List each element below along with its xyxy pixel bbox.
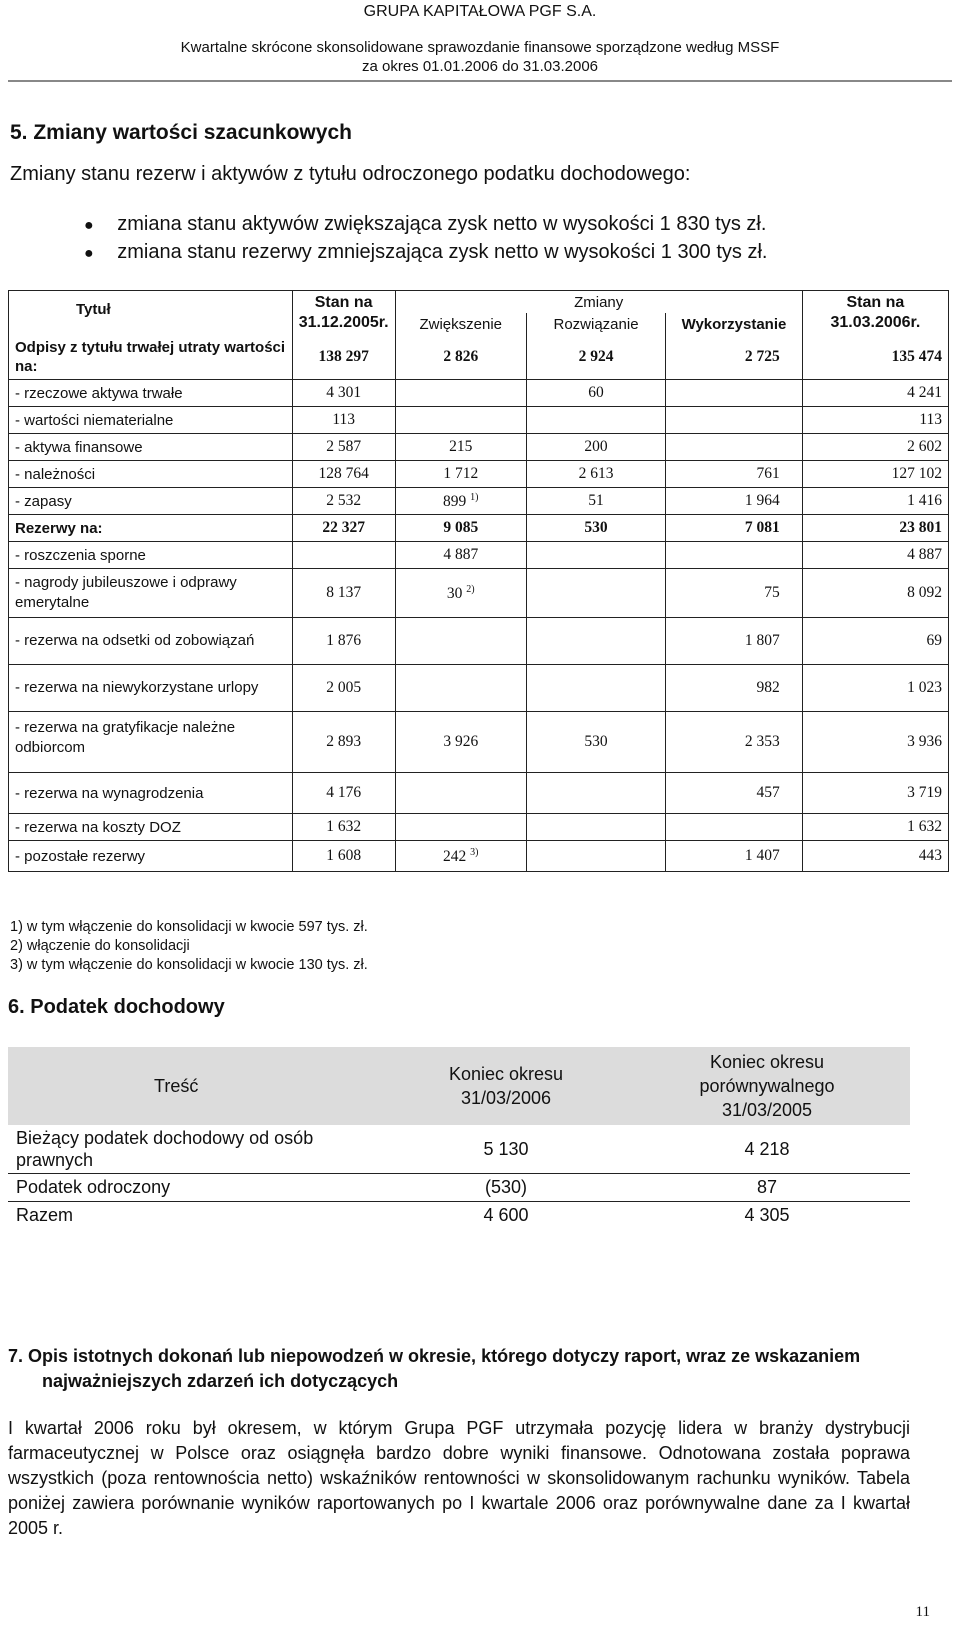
section-5-intro: Zmiany stanu rezerw i aktywów z tytułu odroczonego podatku dochodowego: <box>10 163 691 185</box>
cell-start: 4 301 <box>292 380 395 407</box>
table-row <box>9 814 949 841</box>
cell-release <box>526 773 665 814</box>
table-row <box>9 407 949 434</box>
cell-end: 23 801 <box>802 515 948 542</box>
cell-increase <box>395 618 526 665</box>
cell-usage <box>666 380 803 407</box>
header-usage: Wykorzystanie <box>666 313 803 335</box>
header-title: Treść <box>154 1075 199 1096</box>
cell-current: 5 130 <box>483 1138 529 1159</box>
table-row <box>9 773 949 814</box>
cell-release <box>526 618 665 665</box>
cell-increase: 9 085 <box>395 515 526 542</box>
row-label: - rzeczowe aktywa trwałe <box>9 380 293 407</box>
bullet-icon: ● <box>84 245 94 262</box>
cell-start: 1 876 <box>292 618 395 665</box>
footnote-ref: 2) <box>466 583 475 595</box>
table-row <box>9 712 949 773</box>
cell-start: 2 005 <box>292 665 395 712</box>
cell-increase <box>395 488 526 515</box>
table-row <box>9 380 949 407</box>
cell-increase <box>395 665 526 712</box>
cell-end: 3 719 <box>802 773 948 814</box>
cell-current: 4 600 <box>483 1204 529 1225</box>
cell-end: 1 632 <box>802 814 948 841</box>
cell-end: 1 023 <box>802 665 948 712</box>
cell-usage: 7 081 <box>666 515 803 542</box>
table-row <box>8 1125 910 1173</box>
cell-increase: 3 926 <box>395 712 526 773</box>
cell-comparative: 87 <box>756 1176 778 1197</box>
cell-comparative: 4 218 <box>744 1138 790 1159</box>
company-name: GRUPA KAPITAŁOWA PGF S.A. <box>363 3 597 20</box>
bullet-item <box>84 213 766 236</box>
footnote: 2) włączenie do konsolidacji <box>10 938 190 954</box>
cell-release: 530 <box>526 515 665 542</box>
section-7-paragraph: I kwartał 2006 roku był okresem, w którym Grupa PGF utrzymała pozycję lidera w branży dystrybucji farmaceutycznej w Polsce oraz osiągnęła bardzo dobre wyniki finansowe. Odnotowana została poprawa wszystkich (poza rentownościa netto) wskaźników rentowności w skonsolidowanym rachunku wyników. Tabela poniżej zawiera porównanie wyników raportowanych po I kwartale 2006 oraz porównywalne dane za I kwartał 2005 r. <box>8 1418 910 1538</box>
cell-release <box>526 841 665 872</box>
cell-end: 8 092 <box>802 569 948 618</box>
cell-start: 4 176 <box>292 773 395 814</box>
cell-end: 1 416 <box>802 488 948 515</box>
table-row <box>9 665 949 712</box>
cell-usage: 1 964 <box>666 488 803 515</box>
report-period: za okres 01.01.2006 do 31.03.2006 <box>361 58 599 75</box>
row-label: - aktywa finansowe <box>9 434 293 461</box>
section-7-title: 7. Opis istotnych dokonań lub niepowodzeń w okresie, którego dotyczy raport, wraz ze wskazaniem najważniejszych zdarzeń ich dotyczących <box>8 1346 861 1391</box>
row-label: Rezerwy na: <box>9 515 293 542</box>
row-label: - rezerwa na gratyfikacje należne odbiorcom <box>9 712 293 773</box>
cell-end: 2 602 <box>802 434 948 461</box>
cell-increase <box>395 380 526 407</box>
footnote-ref: 1) <box>470 491 479 503</box>
cell-start: 2 893 <box>292 712 395 773</box>
cell-usage: 1 807 <box>666 618 803 665</box>
header-release: Rozwiązanie <box>526 313 665 335</box>
header-end: Stan na 31.03.2006r. <box>802 291 948 336</box>
cell-start: 113 <box>292 407 395 434</box>
footnote-ref: 3) <box>470 846 479 858</box>
row-label: - roszczenia sporne <box>9 542 293 569</box>
row-label: - nagrody jubileuszowe i odprawy emerytalne <box>9 569 293 618</box>
header-title: Tytuł <box>9 291 293 336</box>
cell-release <box>526 814 665 841</box>
table-row <box>9 542 949 569</box>
header-current: Koniec okresu 31/03/2006 <box>448 1064 564 1108</box>
footnote: 1) w tym włączenie do konsolidacji w kwocie 597 tys. zł. <box>10 919 368 935</box>
row-label: Podatek odroczony <box>16 1176 171 1197</box>
cell-usage: 761 <box>666 461 803 488</box>
footnote: 3) w tym włączenie do konsolidacji w kwocie 130 tys. zł. <box>10 957 368 973</box>
cell-increase <box>395 407 526 434</box>
row-label: Bieżący podatek dochodowy od osób prawnych <box>16 1128 314 1170</box>
cell-value: 899 <box>443 492 467 510</box>
cell-release <box>526 665 665 712</box>
cell-increase: 4 887 <box>395 542 526 569</box>
cell-increase <box>395 773 526 814</box>
cell-increase <box>395 569 526 618</box>
section-6-title: 6. Podatek dochodowy <box>8 996 225 1018</box>
table-header-row <box>9 291 949 314</box>
cell-usage <box>666 407 803 434</box>
cell-end: 135 474 <box>802 335 948 380</box>
cell-release <box>526 407 665 434</box>
report-title: Kwartalne skrócone skonsolidowane sprawozdanie finansowe sporządzone według MSSF <box>180 39 780 56</box>
cell-end: 127 102 <box>802 461 948 488</box>
cell-end: 4 887 <box>802 542 948 569</box>
cell-increase: 2 826 <box>395 335 526 380</box>
bullet-icon: ● <box>84 217 94 234</box>
header-increase: Zwiększenie <box>395 313 526 335</box>
row-label: - wartości niematerialne <box>9 407 293 434</box>
cell-end: 3 936 <box>802 712 948 773</box>
cell-current: (530) <box>484 1176 528 1197</box>
cell-release: 530 <box>526 712 665 773</box>
cell-usage <box>666 542 803 569</box>
header-divider <box>8 80 952 82</box>
footnotes <box>10 918 368 975</box>
cell-start: 1 608 <box>292 841 395 872</box>
cell-start: 138 297 <box>292 335 395 380</box>
table-row <box>9 434 949 461</box>
table-row <box>9 618 949 665</box>
cell-usage: 982 <box>666 665 803 712</box>
table-row <box>9 515 949 542</box>
cell-usage: 75 <box>666 569 803 618</box>
cell-increase <box>395 841 526 872</box>
cell-usage: 2 353 <box>666 712 803 773</box>
table-row <box>8 1173 910 1201</box>
table-row <box>9 569 949 618</box>
cell-usage <box>666 434 803 461</box>
row-label: - należności <box>9 461 293 488</box>
cell-release: 2 924 <box>526 335 665 380</box>
bullet-text: zmiana stanu aktywów zwiększająca zysk netto w wysokości 1 830 tys zł. <box>117 213 767 235</box>
section-5-title: 5. Zmiany wartości szacunkowych <box>10 121 352 144</box>
cell-start: 1 632 <box>292 814 395 841</box>
row-divider <box>8 1173 910 1174</box>
cell-value: 30 <box>446 584 463 602</box>
header-changes: Zmiany <box>395 291 802 314</box>
page-number: 11 <box>915 1604 930 1620</box>
cell-usage: 1 407 <box>666 841 803 872</box>
cell-increase: 215 <box>395 434 526 461</box>
row-label: - pozostałe rezerwy <box>9 841 293 872</box>
cell-usage <box>666 814 803 841</box>
bullet-item <box>84 241 767 264</box>
row-label: Odpisy z tytułu trwałej utraty wartości na: <box>9 335 293 380</box>
header-comparative: Koniec okresu porównywalnego 31/03/2005 <box>699 1052 835 1120</box>
cell-start <box>292 542 395 569</box>
cell-start: 128 764 <box>292 461 395 488</box>
cell-release: 60 <box>526 380 665 407</box>
cell-start: 22 327 <box>292 515 395 542</box>
cell-release: 51 <box>526 488 665 515</box>
cell-release <box>526 542 665 569</box>
row-label: - zapasy <box>9 488 293 515</box>
row-divider <box>8 1201 910 1202</box>
table-header-row <box>8 1047 910 1125</box>
cell-comparative: 4 305 <box>744 1204 790 1225</box>
cell-usage: 2 725 <box>666 335 803 380</box>
cell-start: 2 587 <box>292 434 395 461</box>
cell-increase <box>395 814 526 841</box>
cell-release: 200 <box>526 434 665 461</box>
cell-increase: 1 712 <box>395 461 526 488</box>
row-label: - rezerwa na odsetki od zobowiązań <box>9 618 293 665</box>
cell-value: 242 <box>443 847 467 865</box>
table-row <box>8 1201 910 1229</box>
cell-end: 443 <box>802 841 948 872</box>
cell-end: 69 <box>802 618 948 665</box>
row-label: - rezerwa na niewykorzystane urlopy <box>9 665 293 712</box>
table-row <box>9 841 949 872</box>
row-label: - rezerwa na koszty DOZ <box>9 814 293 841</box>
cell-release <box>526 569 665 618</box>
table-row <box>9 335 949 380</box>
cell-release: 2 613 <box>526 461 665 488</box>
table-row <box>9 488 949 515</box>
cell-end: 4 241 <box>802 380 948 407</box>
table-row <box>9 461 949 488</box>
cell-start: 8 137 <box>292 569 395 618</box>
cell-start: 2 532 <box>292 488 395 515</box>
header-start: Stan na 31.12.2005r. <box>292 291 395 336</box>
bullet-text: zmiana stanu rezerwy zmniejszająca zysk netto w wysokości 1 300 tys zł. <box>117 241 768 263</box>
row-label: Razem <box>16 1204 74 1225</box>
cell-usage: 457 <box>666 773 803 814</box>
cell-end: 113 <box>802 407 948 434</box>
row-label: - rezerwa na wynagrodzenia <box>9 773 293 814</box>
valuation-changes-table <box>8 290 949 872</box>
